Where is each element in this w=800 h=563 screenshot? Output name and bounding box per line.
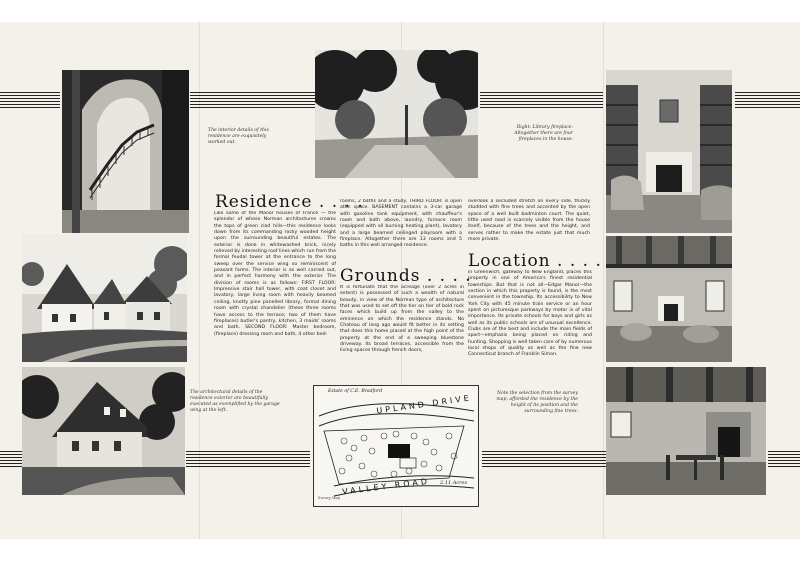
stair-hall-photo [62,70,189,233]
garden-photo [315,50,478,178]
residence-text-col2: rooms, 2 baths and a study. THIRD FLOOR: is open attic space. BASEMENT contains a 3-car garage with gasoline tank equipment, with chauffeur's room and bath above, laundry, furnace room (equipped with oil burning heating plant), lavatory and a large beamed ceilinged playroom with a fireplace. Altogether there are 13 rooms and 5 baths in this well arranged residence. [340,199,462,249]
house-exterior-photo [22,234,187,362]
stripe-band [482,451,606,468]
survey-caption: Note the selection from the survey map, afforded the residence by the height of its position and the surrounding fine trees. [496,391,578,414]
map-scale: Survey Map [318,496,340,500]
residence-heading: Residence . . . . [215,192,364,212]
stripe-band [480,92,603,109]
map-road-upper: UPLAND DRIVE [375,393,473,416]
residence-text-col1: Like some of the Manor houses of France — the splendor of whose Norman architectures crowns the tops of green clad hills—this residence looks down from its commanding rocky wooded height upon the surrounding beautiful estates. The exterior is done in whitewashed brick, nicely relieved by interesting roof lines which run from the formal feudal tower at the entrance to the long sweep over the service wing so reminiscent of peasant farms. The interior is as well carried out, and in perfect harmony with the exterior. The division of rooms is as follows: FIRST FLOOR: Impressive stair hall tower, with coat closet and lavatory, large living room with heavily beamed ceiling, knotty pine panelled library, formal dining room with crystal chandelier (these three rooms have access to the terrace; two of them have fireplaces) butler's pantry, kitchen, 3 maids' rooms and bath. SECOND FLOOR: Master bedroom, (fireplace) dressing room and bath, 4 other bed- [214,211,336,337]
stripe-band [0,92,60,109]
library-caption: Right: Library fireplace. Altogether there are four fireplaces in the house. [514,125,573,142]
stripe-band [190,92,315,109]
stripe-band [768,451,800,468]
grounds-text: It is fortunate that the acreage (over 2 acres in extent) is possessed of such a wealth of natural beauty, in view of the Norman type of architecture that was used to set off the tier on tier of bold rock faces which build up from the valley to the eminence on which the residence stands. No Chateau of long ago would fit better in its setting that does this home placed at the high point of the property at the end of a sweeping bluestone driveway. Its broad terraces, accessible from the living spaces through french doors, [340,285,464,354]
library-photo [606,70,732,233]
location-heading: Location . . . . [468,251,602,271]
playroom-photo [606,367,766,495]
stripe-band [0,451,22,468]
architecture-caption: The architectural details of the residence exterior are beautifully executed as exemplified by the garage wing at the left. [190,390,280,413]
location-text: in Greenwich, gateway to New England, places this property in one of America's finest residential townships. But that is not all—Edgar Manor—the section in which this property is found, is the most convenient in the township. Its accessibility to New York City with 45 minute train service or an hour spent on picturesque parkways by motor is of vital importance. Its private schools for boys and girls as well as its public schools are of unusual excellence. Clubs are of the best and include the main fields of sport—emphasis being placed on riding and hunting. Shopping is well taken care of by numerous local shops of quality as well as the fine new Connecticut branch of Franklin Simon. [468,270,592,358]
living-room-photo [606,236,732,362]
garage-wing-photo [22,367,185,495]
map-road-lower: VALLEY ROAD [341,476,431,497]
stair-caption: The interior details of this residence are exquisitely worked out. [208,128,269,145]
map-title: Estate of C.E. Bradford [328,389,383,394]
stripe-band [186,451,310,468]
stripe-band [735,92,800,109]
grounds-text-continued: overlook a secluded stretch on every side, thickly studded with fine trees and accented by the open space of a well built badminton court. The quiet, little used road is scarcely visible from the house itself, because of the trees and the height, and serves rather to make the estate just that much more private. [468,199,590,243]
grounds-heading: Grounds . . . . [340,266,472,286]
map-acres: 2.11 Acres [440,480,468,486]
